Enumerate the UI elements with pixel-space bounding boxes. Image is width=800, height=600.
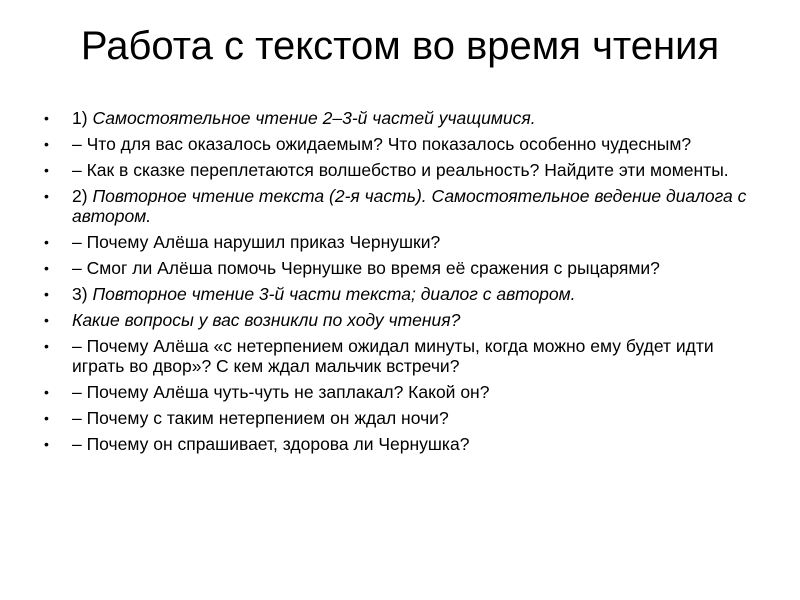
bullet-dot-icon: • <box>44 338 49 354</box>
bullet-dot-icon: • <box>44 136 49 152</box>
bullet-item <box>40 160 760 180</box>
bullet-dot-icon: • <box>44 234 49 250</box>
bullet-number: 2) <box>72 186 93 206</box>
bullet-text: – Почему Алёша «с нетерпением ожидал минуты, когда можно ему будет идти играть во двор»? С кем ждал мальчик встречи? <box>72 336 714 376</box>
bullet-item <box>40 186 760 226</box>
bullet-item <box>40 336 760 376</box>
bullet-text: – Почему с таким нетерпением он ждал ночи? <box>72 408 449 428</box>
bullet-item <box>40 284 760 304</box>
bullet-dot-icon: • <box>44 312 49 328</box>
bullet-text: Повторное чтение текста (2-я часть). Самостоятельное ведение диалога с автором. <box>72 186 747 226</box>
bullet-item <box>40 232 760 252</box>
bullet-dot-icon: • <box>44 260 49 276</box>
bullet-item <box>40 310 760 330</box>
bullet-dot-icon: • <box>44 436 49 452</box>
bullet-text: – Смог ли Алёша помочь Чернушке во время её сражения с рыцарями? <box>72 258 660 278</box>
bullet-dot-icon: • <box>44 286 49 302</box>
bullet-dot-icon: • <box>44 110 49 126</box>
bullet-text: – Почему Алёша чуть-чуть не заплакал? Какой он? <box>72 382 490 402</box>
bullet-dot-icon: • <box>44 188 49 204</box>
bullet-text: Самостоятельное чтение 2–3-й частей учащимися. <box>92 108 536 128</box>
bullet-item <box>40 258 760 278</box>
bullet-text: – Почему он спрашивает, здорова ли Чернушка? <box>72 434 470 454</box>
bullet-list <box>40 108 760 460</box>
bullet-item <box>40 382 760 402</box>
bullet-item <box>40 134 760 154</box>
bullet-dot-icon: • <box>44 162 49 178</box>
bullet-number: 3) <box>72 284 93 304</box>
bullet-dot-icon: • <box>44 410 49 426</box>
bullet-text: – Что для вас оказалось ожидаемым? Что показалось особенно чудесным? <box>72 134 692 154</box>
bullet-text: – Как в сказке переплетаются волшебство и реальность? Найдите эти моменты. <box>72 160 729 180</box>
slide-title: Работа с текстом во время чтения <box>80 24 720 68</box>
bullet-item <box>40 408 760 428</box>
bullet-dot-icon: • <box>44 384 49 400</box>
bullet-text: – Почему Алёша нарушил приказ Чернушки? <box>72 232 441 252</box>
bullet-item <box>40 108 760 128</box>
bullet-text: Повторное чтение 3-й части текста; диалог с автором. <box>92 284 576 304</box>
bullet-number: 1) <box>72 108 93 128</box>
bullet-item <box>40 434 760 454</box>
bullet-text: Какие вопросы у вас возникли по ходу чтения? <box>72 310 461 330</box>
